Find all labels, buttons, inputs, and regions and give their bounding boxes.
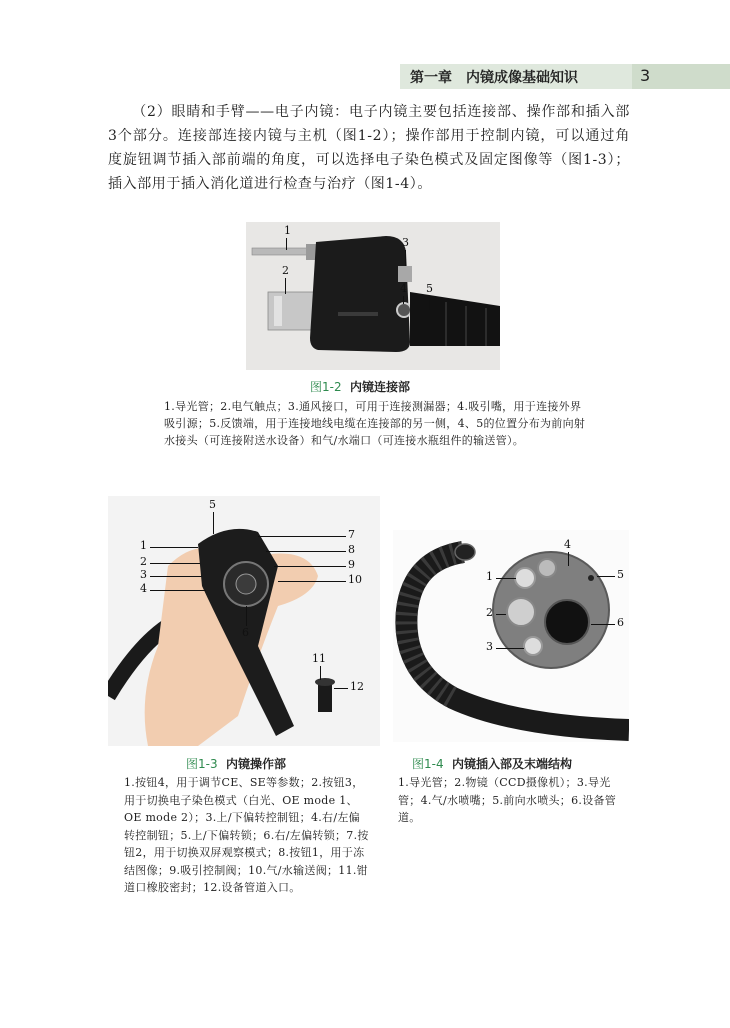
fig3-arrow-10 (278, 581, 346, 582)
fig3-label-3: 3 (140, 568, 147, 581)
fig3-caption-text: 1.按钮4，用于调节CE、SE等参数；2.按钮3，用于切换电子染色模式（白光、OE mode 1、OE mode 2）；3.上/下偏转控制钮；4.右/左偏转控制钮；5.上/下偏转锁；6.右/左偏转锁；7.按钮2，用于切换双屏观察模式；8.按钮1，用于冻结图像；9.吸引控制阀；10.气/水输送阀；11.钳道口橡胶密封；12.设备管道入口。 (124, 776, 369, 894)
fig4-label-2: 2 (486, 606, 493, 619)
fig3-label-9: 9 (348, 558, 355, 571)
fig3-number: 图1-3 (186, 757, 218, 771)
fig3-arrow-3 (150, 576, 202, 577)
chapter-title: 第一章 内镜成像基础知识 (410, 70, 578, 86)
fig2-label-2: 2 (282, 264, 289, 277)
fig2-arrow-4 (403, 296, 404, 304)
fig4-label-3: 3 (486, 640, 493, 653)
fig4-title: 内镜插入部及末端结构 (451, 757, 572, 771)
fig4-arrow-6 (591, 624, 615, 625)
fig4-caption-title (412, 755, 572, 772)
fig3-arrow-7 (258, 536, 346, 537)
page-number-box (632, 64, 730, 89)
fig3-label-8: 8 (348, 543, 355, 556)
fig4-label-4: 4 (564, 538, 571, 551)
fig4-number: 图1-4 (412, 757, 444, 771)
running-header (400, 64, 730, 89)
fig4-caption-text: 1.导光管；2.物镜（CCD摄像机）；3.导光管；4.气/水喷嘴；5.前向水喷头；6.设备管道。 (398, 776, 617, 824)
fig2-caption-title (310, 378, 410, 395)
fig4-arrow-2 (496, 614, 506, 615)
insertion-tube-photo (393, 530, 629, 742)
fig3-arrow-6 (246, 606, 247, 626)
fig4-arrow-5 (597, 576, 615, 577)
fig3-arrow-2 (150, 563, 200, 564)
fig3-arrow-8 (266, 551, 346, 552)
body-paragraph (108, 100, 630, 196)
fig3-arrow-12 (334, 688, 348, 689)
fig3-label-4: 4 (140, 582, 147, 595)
fig3-caption-title (186, 755, 286, 772)
fig3-label-6: 6 (242, 626, 249, 639)
fig2-arrow-3 (405, 250, 406, 266)
paragraph-text: （2）眼睛和手臂——电子内镜：电子内镜主要包括连接部、操作部和插入部3个部分。连接部连接内镜与主机（图1-2）；操作部用于控制内镜，可以通过角度旋钮调节插入部前端的角度，可以选择电子染色模式及固定图像等（图1-3）；插入部用于插入消化道进行检查与治疗（图1-4）。 (108, 104, 630, 192)
fig3-arrow-1 (150, 547, 198, 548)
fig4-arrow-1 (496, 578, 516, 579)
fig2-label-5: 5 (426, 282, 433, 295)
insertion-tube-illustration (393, 530, 629, 742)
fig4-label-5: 5 (617, 568, 624, 581)
fig4-label-1: 1 (486, 570, 493, 583)
fig4-arrow-4 (568, 552, 569, 566)
control-section-illustration (108, 496, 380, 746)
fig2-arrow-2 (285, 278, 286, 294)
fig4-label-6: 6 (617, 616, 624, 629)
fig3-label-10: 10 (348, 573, 362, 586)
fig3-label-2: 2 (140, 555, 147, 568)
page-number: 3 (640, 66, 651, 85)
fig4-arrow-3 (496, 648, 524, 649)
connector-illustration (246, 222, 500, 370)
fig2-title: 内镜连接部 (349, 380, 410, 394)
fig3-arrow-9 (274, 566, 346, 567)
fig3-label-1: 1 (140, 539, 147, 552)
fig3-arrow-5 (213, 512, 214, 534)
fig3-title: 内镜操作部 (225, 757, 286, 771)
fig3-label-12: 12 (350, 680, 364, 693)
fig2-arrow-1 (286, 238, 287, 250)
fig3-label-11: 11 (312, 652, 326, 665)
fig2-label-1: 1 (284, 224, 291, 237)
fig2-number: 图1-2 (310, 380, 342, 394)
fig2-caption-text: 1.导光管；2.电气触点；3.通风接口，可用于连接测漏器；4.吸引嘴，用于连接外界吸引源；5.反馈端，用于连接地线电缆在连接部的另一侧，4、5的位置分布为前向射水接头（可连接附送水设备）和气/水端口（可连接水瓶组件的输送管）。 (164, 400, 586, 447)
fig3-label-5: 5 (209, 498, 216, 511)
fig3-label-7: 7 (348, 528, 355, 541)
fig2-label-3: 3 (402, 236, 409, 249)
fig3-arrow-4 (150, 590, 206, 591)
control-section-photo (108, 496, 380, 746)
fig2-label-4: 4 (400, 282, 407, 295)
fig3-arrow-11 (320, 666, 321, 680)
fig2-arrow-5 (429, 296, 430, 310)
connector-photo (246, 222, 500, 370)
